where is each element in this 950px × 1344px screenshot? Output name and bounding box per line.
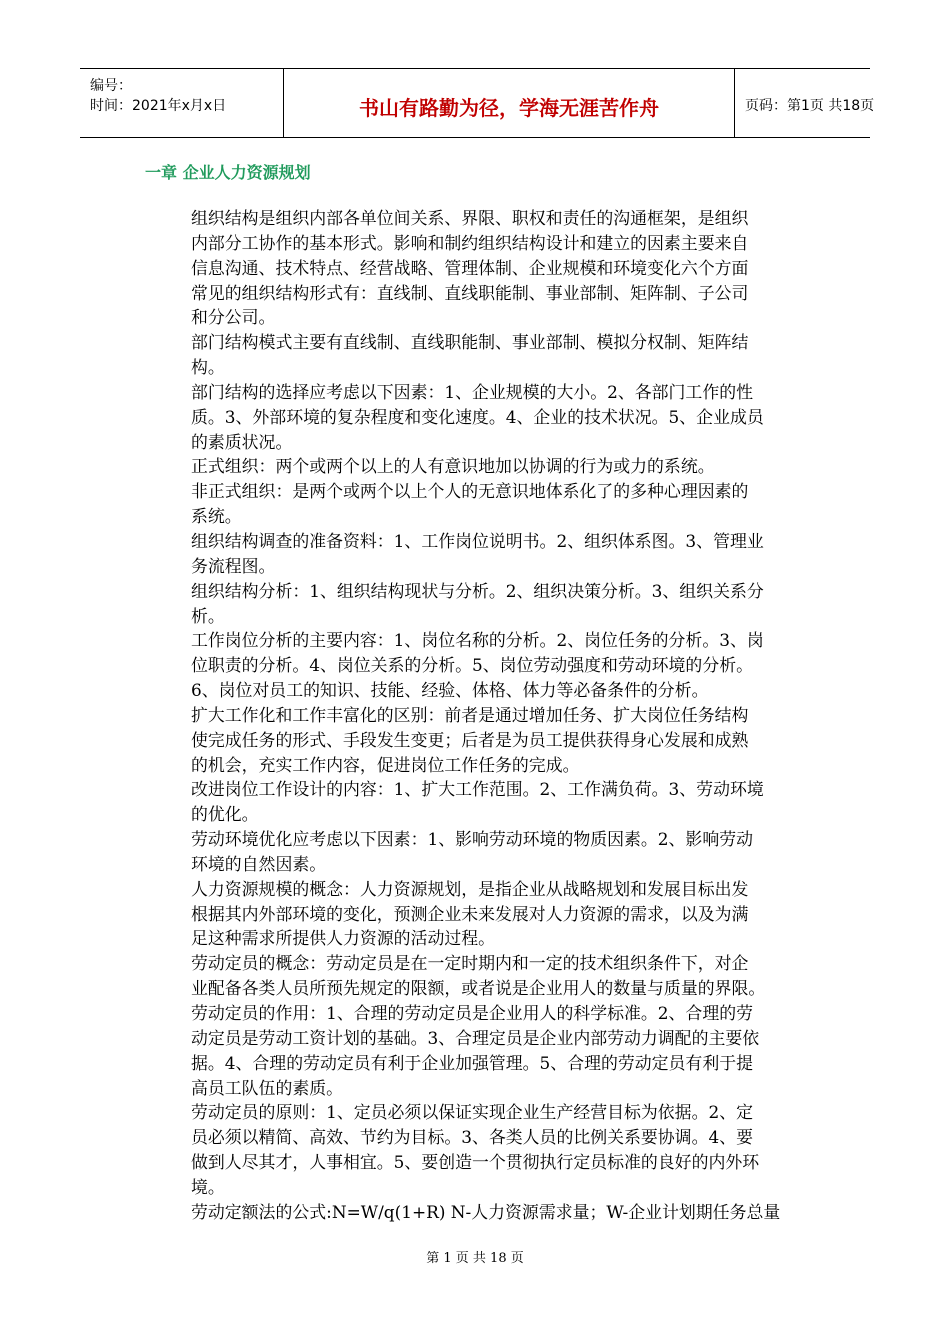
text-line: 据。4、合理的劳动定员有利于企业加强管理。5、合理的劳动定员有利于提 [191,1052,753,1073]
header-motto-cell [283,69,735,137]
text-line: 环境的自然因素。 [191,853,327,874]
header-table [80,68,875,138]
text-line: 组织结构是组织内部各单位间关系、界限、职权和责任的沟通框架，是组织 [191,208,749,228]
page-footer: 第 1 页 共 18 页 [426,1251,524,1266]
text-line: 的机会，充实工作内容，促进岗位工作任务的完成。 [191,754,580,775]
text-line: 质。3、外部环境的复杂程度和变化速度。4、企业的技术状况。5、企业成员 [191,406,764,427]
text-line: 劳动定额法的公式:N=W/q(1+R) N-人力资源需求量；W-企业计划期任务总量 [191,1201,781,1222]
motto-text: 书山有路勤为径，学海无涯苦作舟 [359,96,659,120]
text-line: 足这种需求所提供人力资源的活动过程。 [191,928,496,949]
text-line: 内部分工协作的基本形式。影响和制约组织结构设计和建立的因素主要来自 [191,232,749,253]
text-line: 劳动定员的原则：1、定员必须以保证实现企业生产经营目标为依据。2、定 [191,1102,753,1123]
text-line: 组织结构分析：1、组织结构现状与分析。2、组织决策分析。3、组织关系分 [191,580,764,601]
body-text [191,206,807,1225]
text-line: 析。 [191,605,225,626]
text-line: 劳动定员的作用：1、合理的劳动定员是企业用人的科学标准。2、合理的劳 [191,1003,753,1023]
page-label: 页码：第1页 共18页 [745,98,875,114]
text-line: 6、岗位对员工的知识、技能、经验、体格、体力等必备条件的分析。 [191,680,709,701]
number-label: 编号： [90,78,132,94]
text-line: 信息沟通、技术特点、经营战略、管理体制、企业规模和环境变化六个方面 [191,257,749,278]
text-line: 务流程图。 [191,555,276,576]
header-info-cell [80,69,283,137]
text-line: 动定员是劳动工资计划的基础。3、合理定员是企业内部劳动力调配的主要依 [191,1027,760,1048]
text-line: 非正式组织：是两个或两个以上个人的无意识地体系化了的多种心理因素的 [191,481,749,502]
text-line: 高员工队伍的素质。 [191,1077,344,1098]
text-line: 员必须以精简、高效、节约为目标。3、各类人员的比例关系要协调。4、要 [191,1127,753,1148]
text-line: 系统。 [191,506,242,527]
text-line: 做到人尽其才，人事相宜。5、要创造一个贯彻执行定员标准的良好的内外环 [191,1152,760,1173]
text-line: 构。 [191,357,225,378]
text-line: 改进岗位工作设计的内容：1、扩大工作范围。2、工作满负荷。3、劳动环境 [191,779,764,800]
text-line: 正式组织：两个或两个以上的人有意识地加以协调的行为或力的系统。 [191,456,715,477]
text-line: 和分公司。 [191,307,276,328]
text-line: 境。 [191,1176,225,1197]
text-line: 使完成任务的形式、手段发生变更；后者是为员工提供获得身心发展和成熟 [191,729,749,750]
text-line: 工作岗位分析的主要内容：1、岗位名称的分析。2、岗位任务的分析。3、岗 [191,630,764,651]
text-line: 部门结构的选择应考虑以下因素：1、企业规模的大小。2、各部门工作的性 [191,381,753,402]
text-line: 的优化。 [191,804,259,825]
time-label: 时间：2021年x月x日 [90,98,227,114]
text-line: 业配备各类人员所预先规定的限额，或者说是企业用人的数量与质量的界限。 [191,978,766,999]
header-page-cell [735,69,875,137]
text-line: 人力资源规模的概念：人力资源规划，是指企业从战略规划和发展目标出发 [191,878,749,899]
text-line: 根据其内外部环境的变化，预测企业未来发展对人力资源的需求，以及为满 [191,903,749,924]
text-line: 部门结构模式主要有直线制、直线职能制、事业部制、模拟分权制、矩阵结 [191,332,749,353]
text-line: 常见的组织结构形式有：直线制、直线职能制、事业部制、矩阵制、子公司 [191,282,749,303]
text-line: 劳动环境优化应考虑以下因素：1、影响劳动环境的物质因素。2、影响劳动 [191,829,753,850]
text-line: 组织结构调查的准备资料：1、工作岗位说明书。2、组织体系图。3、管理业 [191,530,764,551]
text-line: 劳动定员的概念：劳动定员是在一定时期内和一定的技术组织条件下，对企 [191,953,749,974]
text-line: 的素质状况。 [191,431,293,452]
chapter-title: 一章 企业人力资源规划 [145,163,311,182]
text-line: 位职责的分析。4、岗位关系的分析。5、岗位劳动强度和劳动环境的分析。 [191,655,753,676]
text-line: 扩大工作化和工作丰富化的区别：前者是通过增加任务、扩大岗位任务结构 [191,704,749,725]
